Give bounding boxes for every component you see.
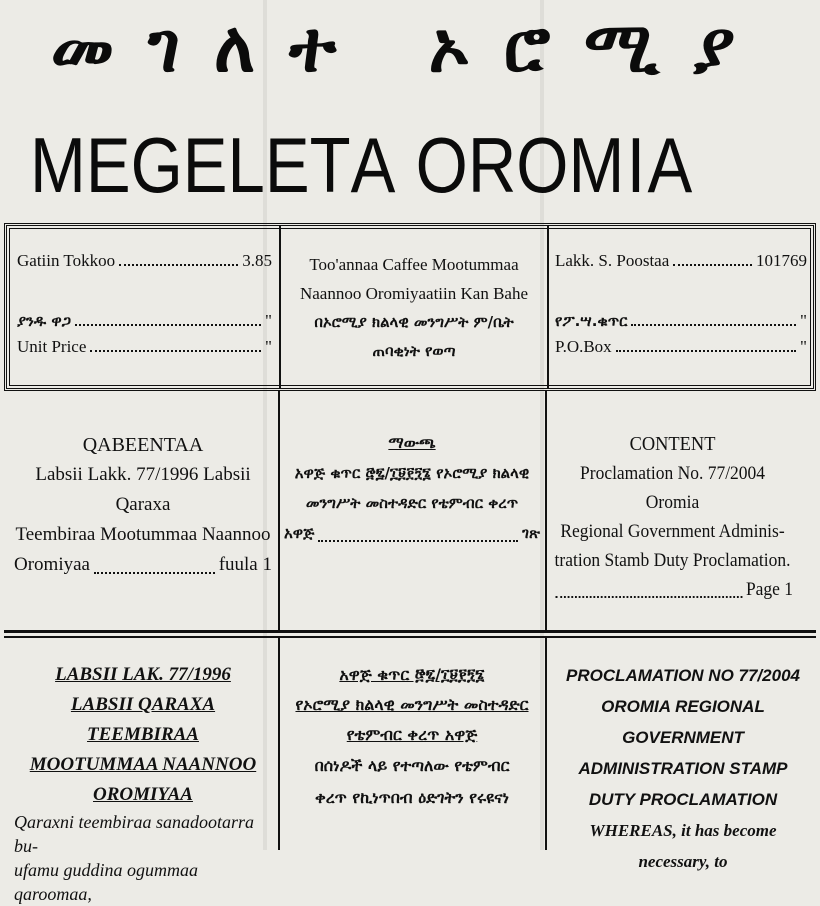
contents-page-ref: ገጽ bbox=[522, 524, 540, 542]
pobox-value: " bbox=[800, 337, 807, 356]
masthead-letter: E bbox=[182, 121, 228, 209]
postal-label: Lakk. S. Poostaa bbox=[555, 251, 670, 270]
column-divider bbox=[545, 391, 547, 631]
proclamation-title: LABSII QARAXA TEEMBIRAA bbox=[70, 694, 216, 745]
proclamation-title: OROMIA REGIONAL bbox=[601, 697, 765, 716]
masthead-letter: O bbox=[516, 121, 569, 209]
masthead-letter: G bbox=[130, 121, 183, 209]
section-rule bbox=[4, 630, 816, 633]
contents-line: tration Stamb Duty Proclamation. bbox=[554, 550, 791, 571]
proclamation-body-line: ቀረጥ የኪነጥበብ ዕድገትን የሩዩናነ bbox=[314, 788, 510, 807]
proclamation-title: አዋጅ ቁጥር ፸፯/፲፱፻፺፮ bbox=[339, 665, 485, 684]
masthead-letter: A bbox=[350, 121, 396, 209]
contents-english bbox=[552, 430, 793, 604]
masthead-letter: E bbox=[85, 121, 131, 209]
proclamation-body bbox=[14, 810, 272, 906]
proclamation-title: MOOTUMMAA NAANNOO bbox=[29, 754, 257, 775]
masthead-letter: O bbox=[415, 121, 468, 209]
publisher-line: Too'annaa Caffee Mootummaa bbox=[309, 255, 519, 274]
section-rule bbox=[4, 636, 816, 638]
unit-price-value: " bbox=[265, 337, 272, 356]
publisher-block bbox=[283, 250, 545, 366]
column-divider bbox=[547, 226, 549, 388]
proclamation-body-line: ufamu guddina ogummaa qaroomaa, bbox=[14, 860, 198, 904]
contents-page-row bbox=[14, 550, 272, 580]
masthead-letter: R bbox=[467, 121, 517, 209]
contents-amharic bbox=[284, 428, 540, 548]
masthead-letter: E bbox=[264, 121, 310, 209]
contents-title: QABEENTAA bbox=[82, 434, 204, 456]
masthead-letter: M bbox=[30, 121, 86, 209]
contents-line: መንግሥት መስተዳድር የቴምብር ቀረጥ bbox=[305, 494, 519, 512]
proclamation-title: LABSII LAK. 77/1996 bbox=[55, 664, 231, 685]
masthead-letter: L bbox=[227, 121, 265, 209]
postal-value: 101769 bbox=[756, 251, 807, 270]
amharic-price-label: ያንዱ ዋጋ bbox=[17, 312, 71, 330]
contents-title: ማውጫ bbox=[388, 433, 436, 452]
masthead-letter: A bbox=[647, 121, 693, 209]
proclamation-body-line: WHEREAS, it has become necessary, to bbox=[589, 821, 777, 871]
unit-price-label: Unit Price bbox=[17, 337, 87, 356]
publisher-line-amharic: በኦሮሚያ ክልላዊ መንግሥት ም/ቤት bbox=[314, 313, 514, 331]
contents-page-row bbox=[284, 518, 540, 548]
proclamation-body-line: በሰነዶች ላይ የተጣለው የቴምብር bbox=[314, 756, 510, 775]
price-block bbox=[17, 250, 272, 358]
masthead-space bbox=[395, 120, 415, 210]
amharic-postal-row bbox=[555, 310, 807, 332]
column-divider bbox=[278, 391, 280, 631]
contents-line: አዋጅ bbox=[284, 524, 315, 542]
contents-page-row bbox=[552, 575, 793, 604]
proclamation-title: GOVERNMENT bbox=[622, 728, 744, 747]
contents-line: አዋጅ ቁጥር ፸፯/፲፱፻፺፮ የኦሮሚያ ክልላዊ bbox=[294, 464, 530, 482]
proclamation-english bbox=[552, 660, 814, 877]
postal-row bbox=[555, 250, 807, 272]
proclamation-title: DUTY PROCLAMATION bbox=[588, 790, 778, 809]
proclamation-title: OROMIYAA bbox=[93, 784, 193, 805]
contents-line: Regional Government Adminis- bbox=[560, 521, 785, 542]
masthead-letter: T bbox=[309, 121, 351, 209]
amharic-price-value: " bbox=[265, 311, 272, 330]
amharic-postal-value: " bbox=[800, 311, 807, 330]
masthead-latin-title bbox=[30, 120, 692, 210]
contents-page-ref: Page 1 bbox=[745, 579, 794, 600]
proclamation-oromo bbox=[14, 660, 272, 906]
contents-line: Proclamation No. 77/2004 Oromia bbox=[580, 463, 766, 513]
column-divider bbox=[279, 226, 281, 388]
pobox-row bbox=[555, 336, 807, 358]
unit-price-row bbox=[17, 336, 272, 358]
contents-oromo bbox=[14, 430, 272, 580]
masthead-letter: M bbox=[568, 121, 625, 209]
column-divider bbox=[278, 638, 280, 850]
proclamation-title: ADMINISTRATION STAMP bbox=[578, 759, 788, 778]
proclamation-title: የኦሮሚያ ክልላዊ መንግሥት መስተዳድር bbox=[295, 695, 529, 714]
pobox-label: P.O.Box bbox=[555, 337, 612, 356]
masthead-amharic-title: መገለተ ኦሮሚያ bbox=[50, 5, 770, 88]
amharic-price-row bbox=[17, 310, 272, 332]
contents-page-ref: fuula 1 bbox=[218, 554, 272, 575]
publisher-line: Naannoo Oromiyaatiin Kan Bahe bbox=[299, 284, 528, 303]
header-info-box bbox=[4, 223, 816, 391]
column-divider bbox=[545, 638, 547, 850]
price-row bbox=[17, 250, 272, 272]
publisher-line-amharic: ጠባቂነት የወጣ bbox=[372, 342, 456, 360]
contents-line: Labsii Lakk. 77/1996 Labsii Qaraxa bbox=[35, 464, 251, 515]
contents-line: Oromiyaa bbox=[14, 554, 90, 575]
masthead-letter: I bbox=[626, 121, 646, 209]
price-label: Gatiin Tokkoo bbox=[17, 251, 116, 270]
contents-title: CONTENT bbox=[629, 433, 716, 455]
proclamation-amharic bbox=[284, 660, 540, 814]
proclamation-title: የቴምብር ቀረጥ አዋጅ bbox=[346, 725, 478, 744]
amharic-postal-label: የፖ.ሣ.ቁጥር bbox=[555, 312, 628, 330]
proclamation-title: PROCLAMATION NO 77/2004 bbox=[566, 666, 800, 685]
contents-line: Teembiraa Mootummaa Naannoo bbox=[15, 524, 271, 545]
price-value: 3.85 bbox=[242, 251, 272, 270]
proclamation-body-line: Qaraxni teembiraa sanadootarra bu- bbox=[14, 812, 254, 856]
postal-block bbox=[555, 250, 807, 358]
